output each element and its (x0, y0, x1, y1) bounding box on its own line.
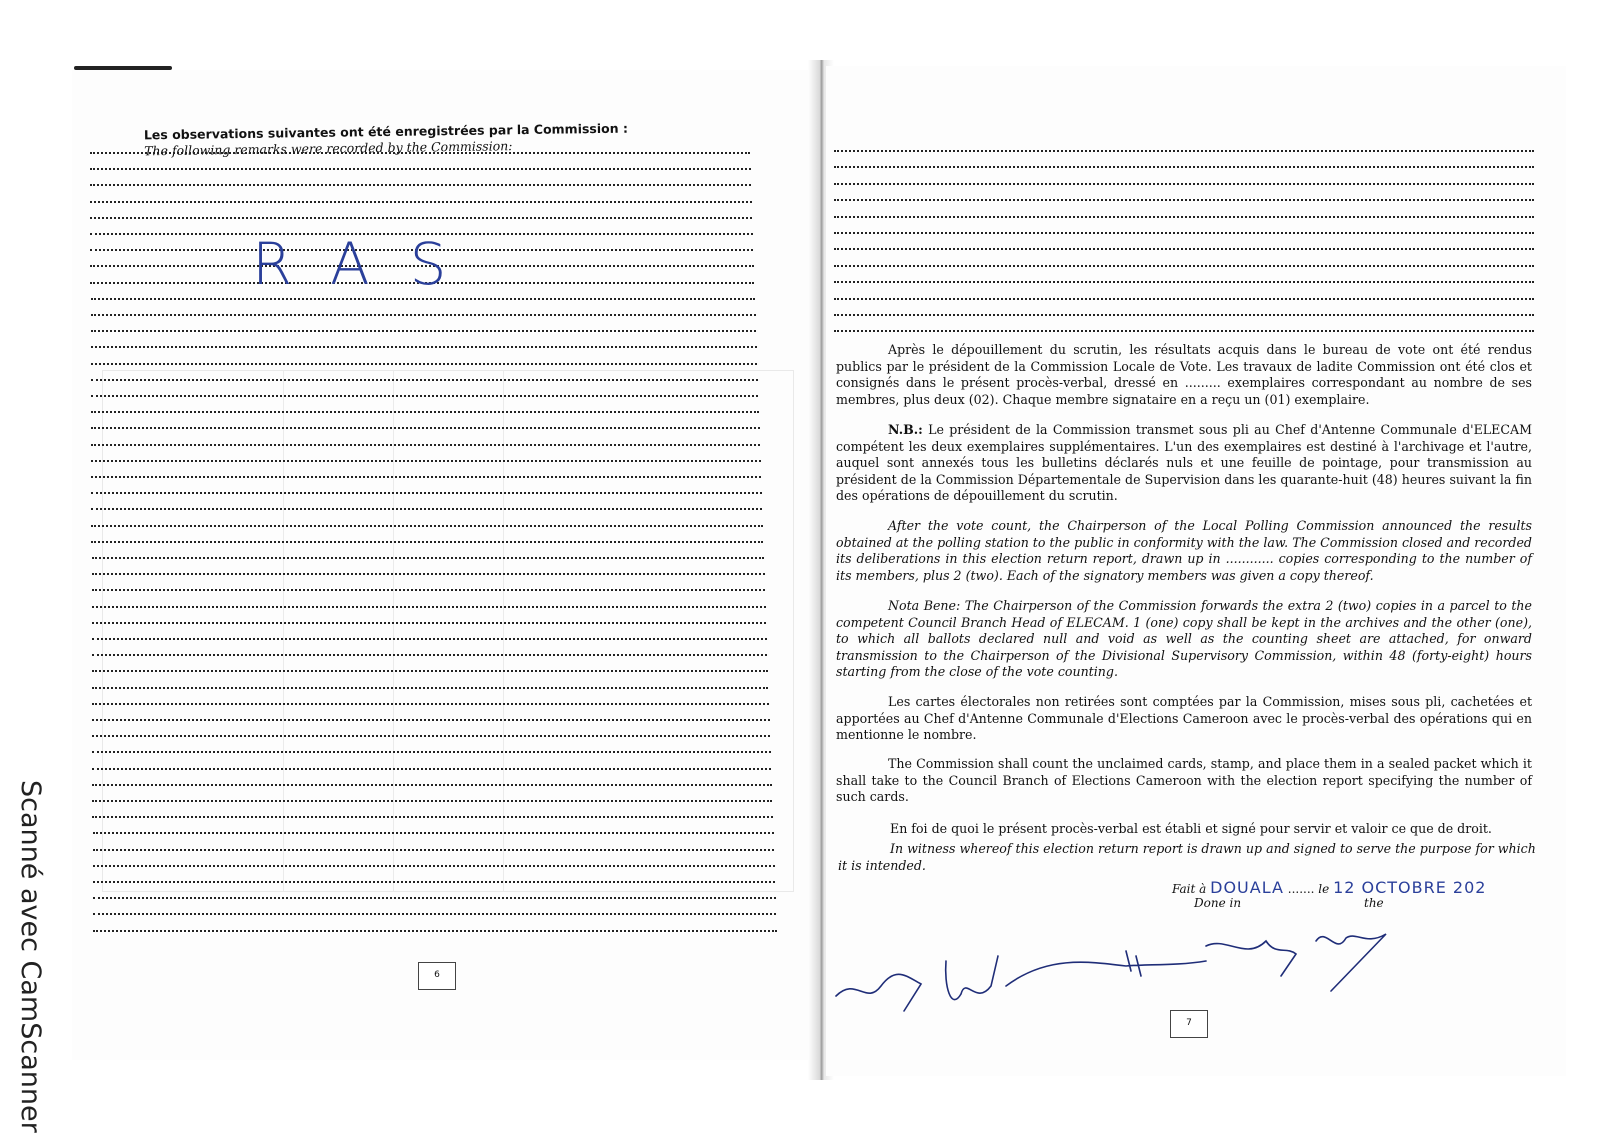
remark-line (834, 330, 1534, 332)
remark-line (90, 201, 752, 203)
signature-5 (1316, 934, 1386, 991)
paragraph-en-nota-bene: Nota Bene: The Chairperson of the Commission forwards the extra 2 (two) copies in a parcel to the competent Council Branch Head of ELECAM. 1 (one) copy shall be kept in the archives and the other (one), to which all ballots declared null and void as well as the counting sheet are attached, for onward transmission to the Chairperson of the Divisional Supervisory Commission, within 48 (forty-eight) hours starting from the close of the vote counting. (836, 598, 1532, 679)
signature-1 (836, 974, 921, 1011)
remark-line (93, 832, 774, 834)
remark-line (91, 411, 759, 413)
paragraph-fr-cards: Les cartes électorales non retirées sont comptées par la Commission, mises sous pli, cachetées et apportées au Chef d'Antenne Communale d'Elections Cameroon avec le procès-verbal des opérations qui en mentionne le nombre. (836, 694, 1532, 742)
handwritten-date: 12 OCTOBRE 202 (1333, 878, 1487, 897)
faded-table-showthrough (102, 370, 794, 892)
remark-line (92, 557, 765, 559)
fait-a-label: Fait à (1172, 882, 1207, 896)
remark-line (93, 913, 777, 915)
signature-2 (946, 956, 998, 1000)
remark-line (93, 930, 777, 932)
remark-line (92, 784, 772, 786)
remark-line (92, 719, 770, 721)
paragraph-fr-results: Après le dépouillement du scrutin, les résultats acquis dans le bureau de vote ont été rendus publics par le président de la Commission Locale de Vote. Les travaux de ladite Commission ont été clos et consignés dans le présent procès-verbal, dressé en ......... exemplaires correspondant au nombre de ses membres, plus deux (02). Chaque membre signataire en a reçu un (01) exemplaire. (836, 342, 1532, 407)
remark-line (92, 735, 770, 737)
remark-line (90, 152, 750, 154)
remark-line (92, 703, 769, 705)
remark-line (92, 622, 767, 624)
remark-line (91, 314, 756, 316)
remark-line (90, 184, 751, 186)
remark-line (92, 800, 772, 802)
remark-line (91, 427, 760, 429)
remark-line (91, 330, 757, 332)
closing-en: In witness whereof this election return report is drawn up and signed to serve the purpose for which it is intended. (838, 841, 1536, 873)
remark-line (834, 314, 1534, 316)
remark-line (93, 881, 776, 883)
page-number: 6 (418, 962, 456, 990)
remark-line (91, 508, 762, 510)
remark-line (834, 216, 1534, 218)
remark-line (93, 849, 775, 851)
remark-line (92, 573, 765, 575)
remark-line (834, 232, 1534, 234)
remark-line (91, 379, 758, 381)
remark-line (91, 444, 760, 446)
signature-3 (1006, 951, 1206, 986)
paragraph-en-cards: The Commission shall count the unclaimed cards, stamp, and place them in a sealed packet which it shall take to the Council Branch of Elections Cameroon with the election report specifying the number of such cards. (836, 756, 1532, 804)
remark-line (834, 199, 1534, 201)
remark-line (92, 589, 766, 591)
left-page (72, 70, 820, 1060)
right-page (826, 66, 1566, 1076)
remark-line (834, 166, 1534, 168)
remark-line (92, 654, 768, 656)
remark-line (834, 150, 1534, 152)
remark-line (91, 298, 756, 300)
remark-line (91, 460, 761, 462)
heading-fr: Les observations suivantes ont été enregistrées par la Commission : (143, 120, 629, 143)
remark-line (92, 751, 771, 753)
place-date-row: Fait à DOUALA ....... le 12 OCTOBRE 202 (1172, 878, 1487, 897)
signatures (826, 916, 1426, 1026)
remark-line (90, 168, 751, 170)
remark-line (90, 217, 752, 219)
remark-line (91, 395, 759, 397)
remark-line (92, 670, 768, 672)
remark-line (91, 346, 757, 348)
remark-line (93, 897, 776, 899)
remark-line (92, 687, 769, 689)
remark-line (91, 525, 763, 527)
remark-line (93, 865, 775, 867)
page-number: 7 (1170, 1010, 1208, 1038)
remark-line (91, 363, 758, 365)
camscanner-watermark: Scanné avec CamScanner (15, 780, 46, 1133)
closing-fr: En foi de quoi le présent procès-verbal est établi et signé pour servir et valoir ce que de droit. (890, 821, 1492, 836)
paragraph-en-results: After the vote count, the Chairperson of the Local Polling Commission announced the results obtained at the polling station to the public in conformity with the law. The Commission closed and recorded its deliberations in this election return report, drawn up in ............ copies corresponding to the number of its members, plus 2 (two). Each of the signatory members was given a copy thereof. (836, 518, 1532, 583)
remark-line (834, 281, 1534, 283)
handwritten-remark: RAS (252, 230, 487, 298)
done-in-label: Done in (1194, 896, 1242, 910)
remark-line (834, 248, 1534, 250)
le-label: le (1318, 882, 1330, 896)
remark-line (92, 638, 767, 640)
remark-line (834, 298, 1534, 300)
remark-line (834, 265, 1534, 267)
remark-line (92, 816, 773, 818)
remark-line (834, 183, 1534, 185)
the-label: the (1364, 896, 1384, 910)
remark-line (92, 606, 766, 608)
handwritten-place: DOUALA (1210, 878, 1284, 897)
remark-line (91, 541, 763, 543)
remark-line (91, 476, 761, 478)
remark-line (91, 492, 762, 494)
heading-en: The following remarks were recorded by the Commission: (144, 138, 513, 159)
remark-line (92, 768, 771, 770)
paragraph-fr-nb: N.B.: Le président de la Commission transmet sous pli au Chef d'Antenne Communale d'ELECAM compétent les deux exemplaires supplémentaires. L'un des exemplaires est destiné à l'archivage et l'autre, auquel sont annexés tous les bulletins déclarés nuls et une feuille de pointage, pour transmission au président de la Commission Départementale de Supervision dans les quarante-huit (48) heures suivant la fin des opérations de dépouillement du scrutin. (836, 422, 1532, 503)
signature-4 (1206, 941, 1296, 976)
